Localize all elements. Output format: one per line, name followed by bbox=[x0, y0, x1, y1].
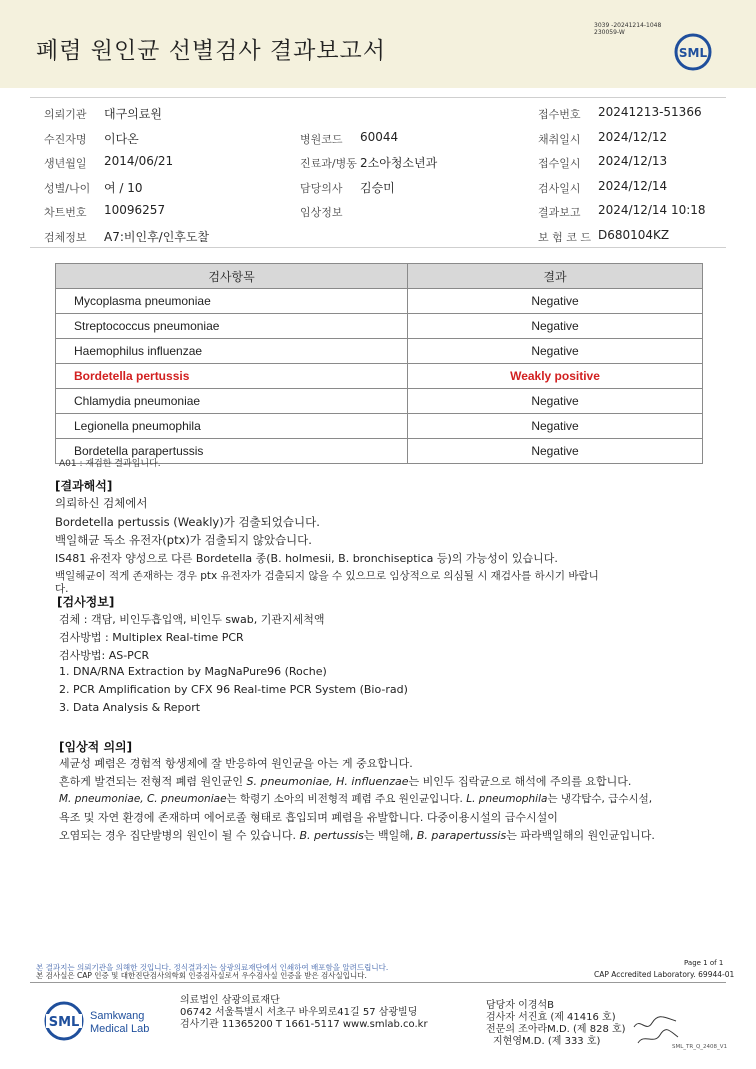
exam-info-line: 검사방법 : Multiplex Real-time PCR bbox=[59, 631, 244, 644]
divider bbox=[30, 247, 726, 248]
clinical-text: 는 백일해, bbox=[363, 829, 417, 842]
interpretation-line: 다. bbox=[55, 583, 69, 595]
exam-info-heading: [검사정보] bbox=[57, 595, 115, 609]
results-table bbox=[55, 263, 703, 464]
test-name: Chlamydia pneumoniae bbox=[56, 389, 408, 414]
patient-field-value: 2024/12/13 bbox=[598, 154, 668, 168]
organism-name: M. pneumoniae, C. pneumoniae bbox=[59, 793, 227, 805]
clinical-line bbox=[59, 773, 631, 789]
patient-field-label: 결과보고 bbox=[538, 206, 581, 219]
patient-field-value: 2소아청소년과 bbox=[360, 156, 438, 170]
organism-name: B. pertussis bbox=[299, 829, 364, 842]
patient-field-value: 10096257 bbox=[104, 203, 166, 217]
patient-field-label: 접수번호 bbox=[538, 108, 581, 121]
patient-field-label: 검체정보 bbox=[44, 231, 87, 244]
clinical-text: 는 학령기 소아의 비전형적 폐렴 주요 원인균입니다. bbox=[226, 793, 467, 805]
patient-field-value: 60044 bbox=[360, 130, 399, 144]
organism-name: S. pneumoniae, H. influenzae bbox=[246, 775, 409, 788]
page-title: 폐렴 원인균 선별검사 결과보고서 bbox=[36, 38, 386, 64]
table-row bbox=[56, 289, 703, 314]
interpretation-line: 백일해균이 적게 존재하는 경우 ptx 유전자가 검출되지 않을 수 있으므로 임상적으로 의심될 시 재검사를 하시기 바랍니 bbox=[55, 570, 599, 582]
org-name: 의료법인 삼광의료재단 bbox=[180, 995, 280, 1006]
test-name: Bordetella pertussis bbox=[56, 364, 408, 389]
patient-field-label: 성별/나이 bbox=[44, 182, 91, 195]
clinical-text: 는 비인두 집락균으로 해석에 주의를 요합니다. bbox=[408, 775, 632, 788]
interpretation-line: IS481 유전자 양성으로 다른 Bordetella 종(B. holmesii, B. bronchiseptica 등)의 가능성이 있습니다. bbox=[55, 552, 558, 565]
patient-field-value: 2014/06/21 bbox=[104, 154, 174, 168]
patient-field-label: 접수일시 bbox=[538, 157, 581, 170]
patient-field-value: 대구의료원 bbox=[104, 107, 162, 121]
patient-field-label: 임상정보 bbox=[300, 206, 343, 219]
sml-logo-text: SML bbox=[678, 46, 708, 60]
retest-note: A01 : 재검한 결과입니다. bbox=[59, 459, 161, 469]
patient-field-label: 차트번호 bbox=[44, 206, 87, 219]
test-result: Negative bbox=[408, 439, 703, 464]
test-result: Negative bbox=[408, 389, 703, 414]
signature-icon bbox=[630, 1013, 682, 1047]
page-number: Page 1 of 1 bbox=[684, 959, 724, 967]
test-name: Bordetella parapertussis bbox=[56, 439, 408, 464]
table-row bbox=[56, 414, 703, 439]
clinical-text: 는 냉각탑수, 급수시설, bbox=[547, 793, 653, 805]
col-item: 검사항목 bbox=[56, 264, 408, 289]
test-result: Negative bbox=[408, 314, 703, 339]
form-code: SML_TR_Q_2408_V1 bbox=[672, 1044, 728, 1050]
patient-field-label: 검사일시 bbox=[538, 182, 581, 195]
org-address: 06742 서울특별시 서초구 바우뫼로41길 57 삼광빌딩 bbox=[180, 1007, 418, 1018]
interpretation-line: Bordetella pertussis (Weakly)가 검출되었습니다. bbox=[55, 515, 320, 529]
results-header-row bbox=[56, 264, 703, 289]
patient-field-value: 2024/12/12 bbox=[598, 130, 668, 144]
test-name: Streptococcus pneumoniae bbox=[56, 314, 408, 339]
patient-field-value: 2024/12/14 10:18 bbox=[598, 203, 706, 217]
patient-field-value: 김승미 bbox=[360, 181, 395, 195]
col-result: 결과 bbox=[408, 264, 703, 289]
patient-field-label: 생년월일 bbox=[44, 157, 87, 170]
organism-name: L. pneumophila bbox=[466, 793, 548, 805]
sml-footer-logo-text: SML bbox=[48, 1015, 80, 1030]
patient-field-value: 2024/12/14 bbox=[598, 179, 668, 193]
report-code bbox=[594, 22, 661, 36]
clinical-line bbox=[59, 791, 652, 806]
patient-field-label: 담당의사 bbox=[300, 182, 343, 195]
clinical-line: 세균성 폐렴은 경험적 항생제에 잘 반응하여 원인균을 아는 게 중요합니다. bbox=[59, 757, 413, 770]
logo-name-line1: Samkwang bbox=[90, 1010, 145, 1022]
patient-field-value: D680104KZ bbox=[598, 228, 670, 242]
cap-accreditation: CAP Accredited Laboratory. 69944-01 bbox=[594, 970, 735, 979]
clinical-heading: [임상적 의의] bbox=[59, 740, 133, 754]
interpretation-line: 백일해균 독소 유전자(ptx)가 검출되지 않았습니다. bbox=[55, 533, 312, 547]
patient-field-value: 20241213-51366 bbox=[598, 105, 702, 119]
report-code-line1: 3039 -20241214-1048 bbox=[594, 22, 662, 29]
test-result: Negative bbox=[408, 414, 703, 439]
patient-field-label: 채취일시 bbox=[538, 133, 581, 146]
signer-line: 전문의 조아라M.D. (제 828 호) bbox=[486, 1024, 626, 1035]
patient-field-label: 병원코드 bbox=[300, 133, 343, 146]
patient-field-value: A7:비인후/인후도찰 bbox=[104, 230, 210, 244]
clinical-line bbox=[59, 827, 655, 843]
test-result: Weakly positive bbox=[408, 364, 703, 389]
test-name: Legionella pneumophila bbox=[56, 414, 408, 439]
clinical-text: 는 파라백일해의 원인균입니다. bbox=[506, 829, 655, 842]
patient-field-value: 이다온 bbox=[104, 132, 139, 146]
clinical-text: 오염되는 경우 집단발병의 원인이 될 수 있습니다. bbox=[59, 829, 300, 842]
clinical-line: 욕조 및 자연 환경에 존재하며 에어로졸 형태로 흡입되며 폐렴을 유발합니다. 다중이용시설의 급수시설이 bbox=[59, 811, 558, 824]
footer-notice: 본 결과지는 의뢰기관을 의해한 것입니다. 정식결과지는 삼광의료재단에서 인쇄하여 배포함을 알려드립니다. bbox=[36, 963, 389, 972]
organism-name: B. parapertussis bbox=[416, 829, 507, 842]
patient-field-label: 보 험 코 드 bbox=[538, 231, 591, 244]
patient-field-label: 수진자명 bbox=[44, 133, 87, 146]
table-row bbox=[56, 339, 703, 364]
exam-info-line: 3. Data Analysis & Report bbox=[59, 701, 201, 714]
test-result: Negative bbox=[408, 339, 703, 364]
sml-footer-logo bbox=[44, 1001, 164, 1041]
sml-footer-logo-icon bbox=[44, 1001, 164, 1041]
divider bbox=[30, 97, 726, 98]
table-row bbox=[56, 314, 703, 339]
sml-logo bbox=[674, 33, 712, 71]
signer-line: 검사자 서진효 (제 41416 호) bbox=[486, 1012, 616, 1023]
interpretation-line: 의뢰하신 검체에서 bbox=[55, 496, 148, 510]
exam-info-line: 1. DNA/RNA Extraction by MagNaPure96 (Roche) bbox=[59, 665, 327, 678]
signer-line: 지현영M.D. (제 333 호) bbox=[493, 1036, 601, 1047]
divider bbox=[30, 982, 726, 983]
sml-logo-icon bbox=[674, 33, 712, 71]
logo-name-line2: Medical Lab bbox=[90, 1023, 150, 1035]
org-contact: 검사기관 11365200 T 1661-5117 www.smlab.co.kr bbox=[180, 1019, 428, 1030]
test-result: Negative bbox=[408, 289, 703, 314]
interpretation-heading: [결과해석] bbox=[55, 479, 113, 493]
clinical-text: 흔하게 발견되는 전형적 폐렴 원인균인 bbox=[59, 775, 247, 788]
test-name: Mycoplasma pneumoniae bbox=[56, 289, 408, 314]
exam-info-line: 검사방법: AS-PCR bbox=[59, 649, 150, 662]
table-row-positive bbox=[56, 364, 703, 389]
test-name: Haemophilus influenzae bbox=[56, 339, 408, 364]
footer-notice: 본 검사실은 CAP 인증 및 대한진단검사의학회 인증검사실로서 우수검사실 인증을 받은 검사실입니다. bbox=[36, 971, 367, 980]
patient-field-label: 진료과/병동 bbox=[300, 157, 357, 170]
signer-line: 담당자 이경석B bbox=[486, 1000, 554, 1011]
table-row bbox=[56, 389, 703, 414]
patient-field-label: 의뢰기관 bbox=[44, 108, 87, 121]
exam-info-line: 2. PCR Amplification by CFX 96 Real-time PCR System (Bio-rad) bbox=[59, 683, 408, 696]
report-code-line2: 230059-W bbox=[594, 29, 625, 36]
patient-field-value: 여 / 10 bbox=[104, 181, 143, 195]
exam-info-line: 검체 : 객담, 비인두흡입액, 비인두 swab, 기관지세척액 bbox=[59, 613, 325, 626]
